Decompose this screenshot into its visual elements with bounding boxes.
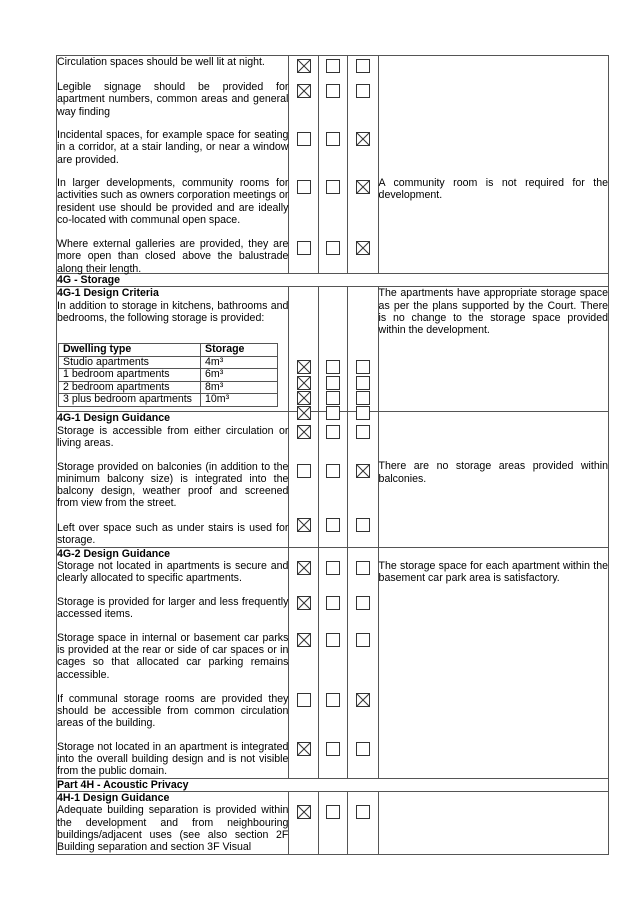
comment-text: A community room is not required for the development. [378, 177, 608, 202]
subsection-heading: 4G-1 Design Guidance [57, 412, 171, 425]
no-column [319, 547, 347, 778]
no-checkbox[interactable] [326, 742, 340, 756]
comment-text: There are no storage areas provided within balconies. [378, 460, 608, 485]
na-checkbox[interactable] [356, 391, 370, 405]
yes-checkbox[interactable] [297, 425, 311, 439]
criterion-text: Storage not located in an apartment is integrated into the overall building design and is not visible from the public domain. [57, 740, 289, 778]
g2-guidance-block [57, 547, 609, 778]
na-column [347, 547, 378, 778]
criteria-cell [57, 412, 289, 547]
g1-guidance-block [57, 412, 609, 547]
column-header: Storage [201, 344, 278, 357]
section-title: Part 4H - Acoustic Privacy [57, 778, 609, 791]
na-checkbox[interactable] [356, 596, 370, 610]
criterion-text: Adequate building separation is provided within the development and from neighbouring buildings/adjacent uses (see also section 2F Building separation and section 3F Visual [57, 804, 289, 854]
criterion-text: Left over space such as under stairs is used for storage. [57, 521, 289, 546]
yes-column [289, 547, 319, 778]
na-checkbox[interactable] [356, 518, 370, 532]
no-checkbox[interactable] [326, 376, 340, 390]
no-checkbox[interactable] [326, 360, 340, 374]
storage-value: 4m³ [201, 356, 278, 369]
no-column [319, 792, 347, 854]
compliance-table [56, 55, 609, 855]
yes-checkbox[interactable] [297, 518, 311, 532]
comments-cell [378, 547, 608, 778]
na-checkbox[interactable] [356, 561, 370, 575]
na-checkbox[interactable] [356, 84, 370, 98]
subsection-heading: 4G-2 Design Guidance [57, 547, 171, 560]
section-header-row [57, 778, 609, 791]
criteria-cell [57, 287, 289, 412]
criterion-text: Storage space in internal or basement car parks is provided at the rear or side of car spaces or in cages so that allocated car parking remains accessible. [57, 631, 289, 681]
criterion-text: In addition to storage in kitchens, bathrooms and bedrooms, the following storage is provided: [57, 299, 289, 324]
yes-checkbox[interactable] [297, 742, 311, 756]
criterion-text: In larger developments, community rooms for activities such as owners corporation meetings or resident use should be provided and are ideally co-located with communal open space. [57, 177, 289, 226]
na-checkbox[interactable] [356, 633, 370, 647]
no-checkbox[interactable] [326, 518, 340, 532]
yes-column [289, 792, 319, 854]
yes-checkbox[interactable] [297, 360, 311, 374]
g1-criteria-block [57, 287, 609, 412]
no-checkbox[interactable] [326, 84, 340, 98]
assessment-document [56, 55, 609, 855]
na-column [347, 287, 378, 412]
circulation-guidance-block [57, 56, 609, 274]
no-checkbox[interactable] [326, 241, 340, 255]
yes-checkbox[interactable] [297, 376, 311, 390]
criterion-text: Legible signage should be provided for apartment numbers, common areas and general way finding [57, 81, 289, 118]
yes-column [289, 287, 319, 412]
criteria-cell [57, 792, 289, 854]
na-checkbox[interactable] [356, 425, 370, 439]
no-checkbox[interactable] [326, 805, 340, 819]
na-column [347, 56, 378, 274]
na-checkbox[interactable] [356, 360, 370, 374]
yes-column [289, 412, 319, 547]
criterion-text: Storage is accessible from either circulation or living areas. [57, 424, 289, 449]
subsection-heading: 4H-1 Design Guidance [57, 792, 170, 805]
no-checkbox[interactable] [326, 693, 340, 707]
comment-text: The storage space for each apartment within the basement car park area is satisfactory. [378, 559, 608, 584]
no-checkbox[interactable] [326, 561, 340, 575]
criterion-text: Where external galleries are provided, they are more open than closed above the balustrade along their length. [57, 238, 289, 275]
na-checkbox[interactable] [356, 376, 370, 390]
h1-guidance-block [57, 792, 609, 854]
dwelling-type: 1 bedroom apartments [59, 369, 201, 382]
subsection-heading: 4G-1 Design Criteria [57, 287, 159, 300]
yes-checkbox[interactable] [297, 180, 311, 194]
na-column [347, 412, 378, 547]
criterion-text: If communal storage rooms are provided they should be accessible from common circulation areas of the building. [57, 692, 289, 730]
no-column [319, 287, 347, 412]
no-checkbox[interactable] [326, 391, 340, 405]
no-checkbox[interactable] [326, 59, 340, 73]
na-checkbox[interactable] [356, 464, 370, 478]
comments-cell [378, 56, 608, 274]
no-checkbox[interactable] [326, 633, 340, 647]
no-checkbox[interactable] [326, 132, 340, 146]
no-column [319, 56, 347, 274]
dwelling-type: 2 bedroom apartments [59, 381, 201, 394]
criteria-cell [57, 56, 289, 274]
section-title: 4G - Storage [57, 274, 609, 287]
na-checkbox[interactable] [356, 132, 370, 146]
na-checkbox[interactable] [356, 693, 370, 707]
na-checkbox[interactable] [356, 742, 370, 756]
yes-checkbox[interactable] [297, 596, 311, 610]
comments-cell [378, 792, 608, 854]
storage-value: 10m³ [201, 394, 278, 407]
yes-checkbox[interactable] [297, 464, 311, 478]
criterion-text: Storage is provided for larger and less frequently accessed items. [57, 595, 289, 621]
yes-column [289, 56, 319, 274]
criterion-text: Storage provided on balconies (in addition to the minimum balcony size) is integrated into the balcony design, weather proof and screened from view from the street. [57, 460, 289, 510]
na-checkbox[interactable] [356, 241, 370, 255]
criteria-cell [57, 547, 289, 778]
na-column [347, 792, 378, 854]
yes-checkbox[interactable] [297, 805, 311, 819]
no-checkbox[interactable] [326, 180, 340, 194]
dwelling-type: Studio apartments [59, 356, 201, 369]
no-checkbox[interactable] [326, 596, 340, 610]
yes-checkbox[interactable] [297, 132, 311, 146]
column-header: Dwelling type [59, 344, 201, 357]
comments-cell [378, 412, 608, 547]
criterion-text: Incidental spaces, for example space for seating in a corridor, at a stair landing, or near a window are provided. [57, 129, 289, 166]
yes-checkbox[interactable] [297, 391, 311, 405]
no-checkbox[interactable] [326, 425, 340, 439]
storage-value: 8m³ [201, 381, 278, 394]
no-column [319, 412, 347, 547]
yes-checkbox[interactable] [297, 241, 311, 255]
comment-text: The apartments have appropriate storage space as per the plans supported by the Court. There is no change to the storage space provided within the development. [378, 287, 608, 337]
no-checkbox[interactable] [326, 464, 340, 478]
comments-cell [378, 287, 608, 412]
yes-checkbox[interactable] [297, 561, 311, 575]
yes-checkbox[interactable] [297, 693, 311, 707]
na-checkbox[interactable] [356, 805, 370, 819]
dwelling-type: 3 plus bedroom apartments [59, 394, 201, 407]
storage-requirements-table [58, 343, 278, 407]
storage-value: 6m³ [201, 369, 278, 382]
yes-checkbox[interactable] [297, 633, 311, 647]
yes-checkbox[interactable] [297, 59, 311, 73]
criterion-text: Circulation spaces should be well lit at night. [57, 56, 265, 68]
na-checkbox[interactable] [356, 59, 370, 73]
criterion-text: Storage not located in apartments is secure and clearly allocated to specific apartments. [57, 559, 289, 585]
na-checkbox[interactable] [356, 180, 370, 194]
yes-checkbox[interactable] [297, 84, 311, 98]
section-header-row [57, 274, 609, 287]
